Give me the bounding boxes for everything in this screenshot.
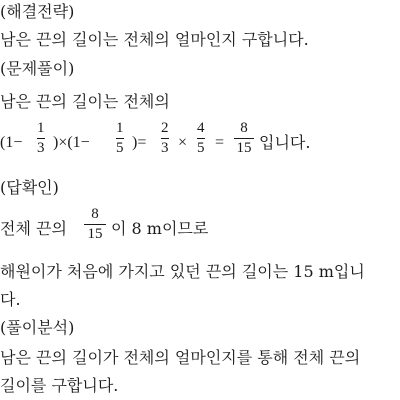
fraction-denominator: 5 (116, 140, 124, 156)
fraction-8-15 (234, 120, 254, 157)
fraction-bar (161, 138, 169, 139)
fraction-numerator: 8 (91, 206, 99, 222)
analysis-heading: (풀이분석) (0, 318, 75, 337)
fraction-numerator: 1 (37, 120, 45, 136)
fraction-numerator: 1 (116, 120, 124, 136)
fraction-denominator: 15 (87, 226, 103, 242)
fraction-1-3 (37, 120, 45, 157)
eq-suffix: 입니다. (259, 133, 311, 152)
answer-line-3: 다. (0, 290, 21, 309)
fraction-denominator: 15 (236, 140, 252, 156)
answer-prefix: 전체 끈의 (0, 219, 67, 238)
answer-fraction (84, 206, 106, 243)
eq-times: × (178, 134, 188, 151)
fraction-numerator: 2 (161, 120, 169, 136)
solution-text: 남은 끈의 길이는 전체의 (0, 92, 170, 111)
fraction-bar (37, 138, 45, 139)
fraction-denominator: 5 (197, 140, 205, 156)
strategy-heading: (해결전략) (0, 2, 75, 21)
fraction-denominator: 3 (37, 140, 45, 156)
analysis-line-2: 길이를 구합니다. (0, 376, 119, 395)
check-heading: (답확인) (0, 178, 59, 197)
eq-equals: = (215, 134, 225, 151)
analysis-line-1: 남은 끈의 길이가 전체의 얼마인지를 통해 전체 끈의 (0, 348, 361, 367)
fraction-4-5 (197, 120, 205, 157)
answer-suffix: 이 8 m이므로 (111, 219, 209, 238)
fraction-1-5 (116, 120, 124, 157)
fraction-bar (84, 224, 106, 225)
eq-close-equals: )= (132, 134, 147, 151)
eq-close-times: )×(1− (53, 134, 90, 151)
fraction-2-3 (161, 120, 169, 157)
eq-open-paren: (1− (0, 134, 23, 151)
strategy-text: 남은 끈의 길이는 전체의 얼마인지 구합니다. (0, 30, 309, 49)
fraction-denominator: 3 (161, 140, 169, 156)
fraction-bar (197, 138, 205, 139)
answer-line-2: 해원이가 처음에 가지고 있던 끈의 길이는 15 m입니 (0, 262, 365, 281)
fraction-numerator: 4 (197, 120, 205, 136)
fraction-bar (116, 138, 124, 139)
fraction-bar (234, 138, 254, 139)
fraction-numerator: 8 (240, 120, 248, 136)
solution-heading: (문제풀이) (0, 59, 75, 78)
